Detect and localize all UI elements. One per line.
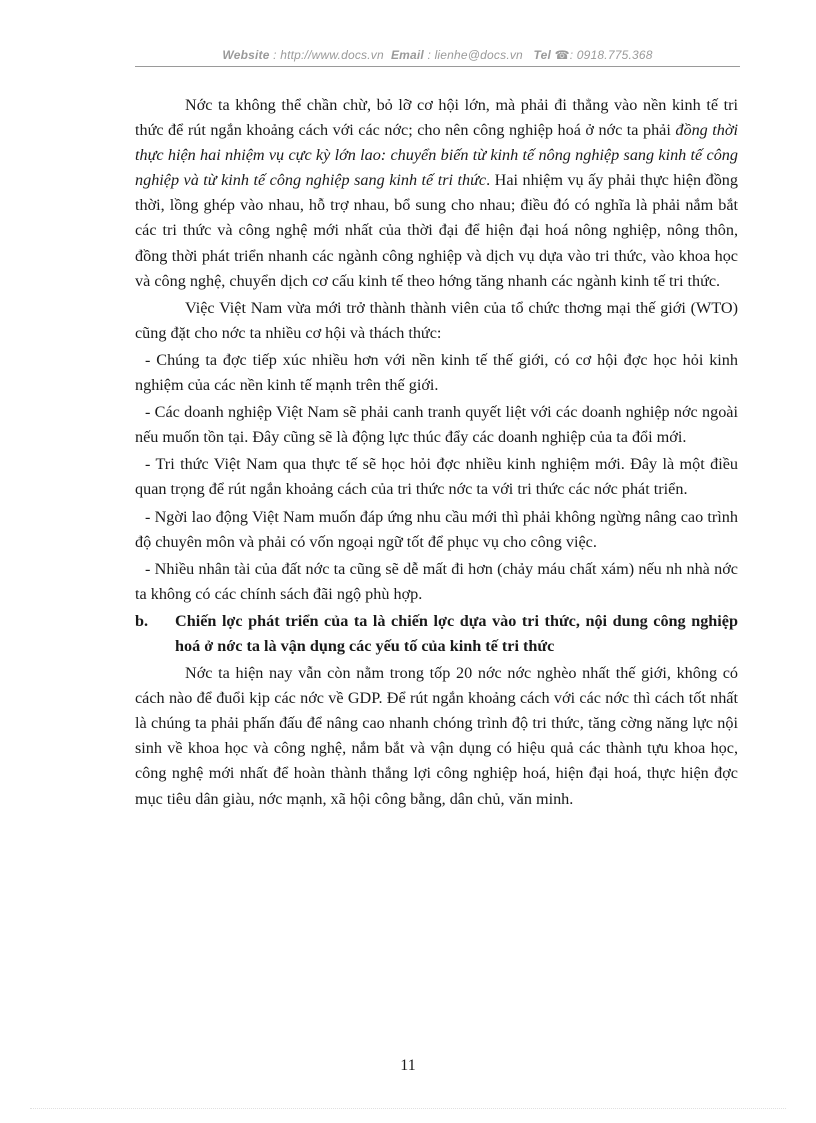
- paragraph-intro-before: Nớc ta không thể chần chừ, bỏ lỡ cơ hội lớn, mà phải đi thẳng vào nền kinh tế tri thức để rút ngắn khoảng cách với các nớc; cho nên công nghiệp hoá ở nớc ta phải: [135, 96, 738, 140]
- paragraph-wto: Việc Việt Nam vừa mới trở thành thành viên của tổ chức thơng mại thế giới (WTO) cũng đặt cho nớc ta nhiều cơ hội và thách thức:: [135, 298, 738, 342]
- tel-label: Tel ☎: [533, 48, 570, 62]
- bullet-item: - Ngời lao động Việt Nam muốn đáp ứng nhu cầu mới thì phải không ngừng nâng cao trình độ chuyên môn và phải có vốn ngoại ngữ tốt để phục vụ cho công việc.: [135, 507, 738, 551]
- bullet-item: - Tri thức Việt Nam qua thực tế sẽ học hỏi đợc nhiều kinh nghiệm mới. Đây là một điều quan trọng để rút ngắn khoảng cách của tri thức nớc ta với tri thức các nớc phát triển.: [135, 455, 738, 499]
- section-heading-text: Chiến lợc phát triển của ta là chiến lợc dựa vào tri thức, nội dung công nghiệp hoá ở nớc ta là vận dụng các yếu tố của kinh tế tri thức: [175, 611, 738, 655]
- section-heading: [135, 609, 738, 659]
- email-value: : lienhe@docs.vn: [427, 48, 523, 62]
- email-label: Email: [390, 48, 424, 62]
- paragraph-intro-after: . Hai nhiệm vụ ấy phải thực hiện đồng thời, lồng ghép vào nhau, hỗ trợ nhau, bổ sung cho nhau; điều đó có nghĩa là phải nắm bắt các tri thức và công nghệ mới nhất của thời đại để hiện đại hoá nông nghiệp, nông thôn, đồng thời phát triển nhanh các ngành công nghiệp và dịch vụ dựa vào tri thức, vào khoa học và công nghệ, chuyển dịch cơ cấu kinh tế theo hớng tăng nhanh các ngành kinh tế tri thức.: [135, 171, 738, 290]
- bullet-item: - Các doanh nghiệp Việt Nam sẽ phải canh tranh quyết liệt với các doanh nghiệp nớc ngoài nếu muốn tồn tại. Đây cũng sẽ là động lực thúc đẩy các doanh nghiệp của ta đổi mới.: [135, 403, 738, 447]
- bullet-item: - Nhiều nhân tài của đất nớc ta cũng sẽ dễ mất đi hơn (chảy máu chất xám) nếu nh nhà nớc ta không có các chính sách đãi ngộ phù hợp.: [135, 559, 738, 603]
- bullet-item: - Chúng ta đợc tiếp xúc nhiều hơn với nền kinh tế thế giới, có cơ hội đợc học hỏi kinh nghiệm của các nền kinh tế mạnh trên thế giới.: [135, 350, 738, 395]
- paragraph-intro-emphasis: đồng thời thực hiện hai nhiệm vụ cực kỳ lớn lao: chuyển biến từ kinh tế nông nghiệp sang kinh tế công nghiệp và từ kinh tế công nghiệp sang kinh tế tri thức: [135, 121, 738, 190]
- paragraph-strategy: Nớc ta hiện nay vẫn còn nằm trong tốp 20 nớc nớc nghèo nhất thế giới, không có cách nào để đuổi kịp các nớc về GDP. Để rút ngắn khoảng cách với các nớc thì cách tốt nhất là chúng ta phải phấn đấu để nâng cao nhanh chóng trình độ tri thức, tăng cờng năng lực nội sinh về khoa học và công nghệ, nắm bắt và vận dụng có hiệu quả các thành tựu khoa học, công nghệ mới nhất để hoàn thành thắng lợi công nghiệp hoá, hiện đại hoá, thực hiện đợc mục tiêu dân giàu, nớc mạnh, xã hội công bằng, dân chủ, văn minh.: [135, 664, 738, 808]
- section-heading-label: b.: [135, 611, 149, 630]
- header-divider: [135, 66, 740, 67]
- paragraph-intro: [135, 93, 738, 294]
- bottom-divider: [30, 1108, 786, 1109]
- document-body: [135, 93, 738, 814]
- website-label: Website: [222, 48, 270, 62]
- page-number: 11: [400, 1057, 416, 1074]
- page-header: [135, 48, 740, 62]
- tel-value: : 0918.775.368: [569, 48, 653, 62]
- website-value: : http://www.docs.vn: [273, 48, 384, 62]
